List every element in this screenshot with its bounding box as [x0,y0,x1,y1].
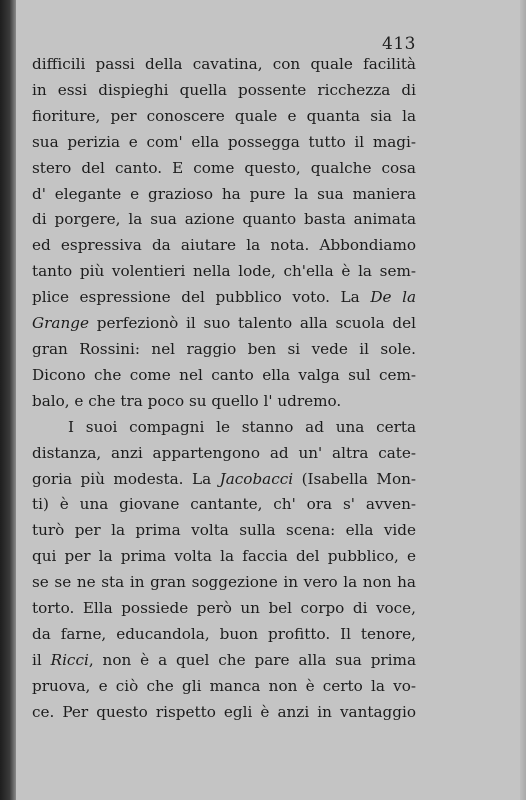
book-spine-shadow [0,0,16,800]
text-line [32,311,416,337]
page-number: 413 [382,34,416,54]
text-line [32,492,416,518]
text-run: , non è a quel che pare alla sua prima [88,650,416,669]
text-line [32,622,416,648]
text-run: goria più modesta. La [32,469,220,488]
text-run: torto. Ella possiede però un bel corpo di voce, [32,599,416,618]
text-run: il [32,650,51,669]
text-run: distanza, anzi appartengono ad un' altra cate- [32,443,416,462]
text-line [32,337,416,363]
page-edge [520,0,526,800]
text-run: gran Rossini: nel raggio ben si vede il sole. [32,339,416,358]
text-run: difficili passi della cavatina, con quale facilità [32,55,416,73]
text-line [32,441,416,467]
text-line [32,415,416,441]
text-line [32,596,416,622]
text-run: (Isabella Mon- [293,469,417,488]
text-line [32,52,416,78]
text-run: sua perizia e com' ella possegga tutto il magi- [32,132,416,151]
text-run: Jacobacci [219,469,294,488]
text-line [32,78,416,104]
text-line [32,544,416,570]
text-run: fioriture, per conoscere quale e quanta sia la [32,106,416,125]
text-line [32,363,416,389]
text-run: da farne, educandola, buon profitto. Il tenore, [32,624,416,643]
text-run: turò per la prima volta sulla scena: ella vide [32,521,416,540]
text-run: Grange [32,314,89,333]
text-line [32,467,416,493]
text-line [32,570,416,596]
text-run: plice espressione del pubblico voto. La [32,288,371,307]
text-run: balo, e che tra poco su quello l' udremo. [32,391,342,410]
text-run: ti) è una giovane cantante, ch' ora s' avven- [32,495,416,514]
text-run: pruova, e ciò che gli manca non è certo la vo- [32,676,416,695]
text-line [32,518,416,544]
text-line [32,207,416,233]
text-run: se se ne sta in gran soggezione in vero la non ha [32,573,416,592]
text-run: Ricci [50,650,89,669]
text-run: ce. Per questo rispetto egli è anzi in vantaggio [32,702,416,721]
text-run: tanto più volentieri nella lode, ch'ella è la sem- [32,262,416,281]
text-run: ed espressiva da aiutare la nota. Abbondiamo [32,236,416,255]
text-run: d' elegante e grazioso ha pure la sua maniera [32,184,416,203]
text-line [32,674,416,700]
text-line [32,389,416,415]
text-line [32,700,416,726]
text-line [32,233,416,259]
text-run: qui per la prima volta la faccia del pubblico, e [32,547,416,566]
body-text [32,52,416,726]
text-run: stero del canto. E come questo, qualche cosa [32,158,416,177]
text-line [32,285,416,311]
text-run: Dicono che come nel canto ella valga sul cem- [32,365,416,384]
text-run: perfezionò il suo talento alla scuola del [88,314,416,333]
text-line [32,130,416,156]
text-run: in essi dispieghi quella possente ricchezza di [32,80,416,99]
text-run: De la [370,288,417,307]
text-line [32,648,416,674]
text-line [32,104,416,130]
text-run: I suoi compagni le stanno ad una certa [68,417,416,436]
text-line [32,259,416,285]
text-line [32,182,416,208]
text-line [32,156,416,182]
text-run: di porgere, la sua azione quanto basta animata [32,210,416,229]
